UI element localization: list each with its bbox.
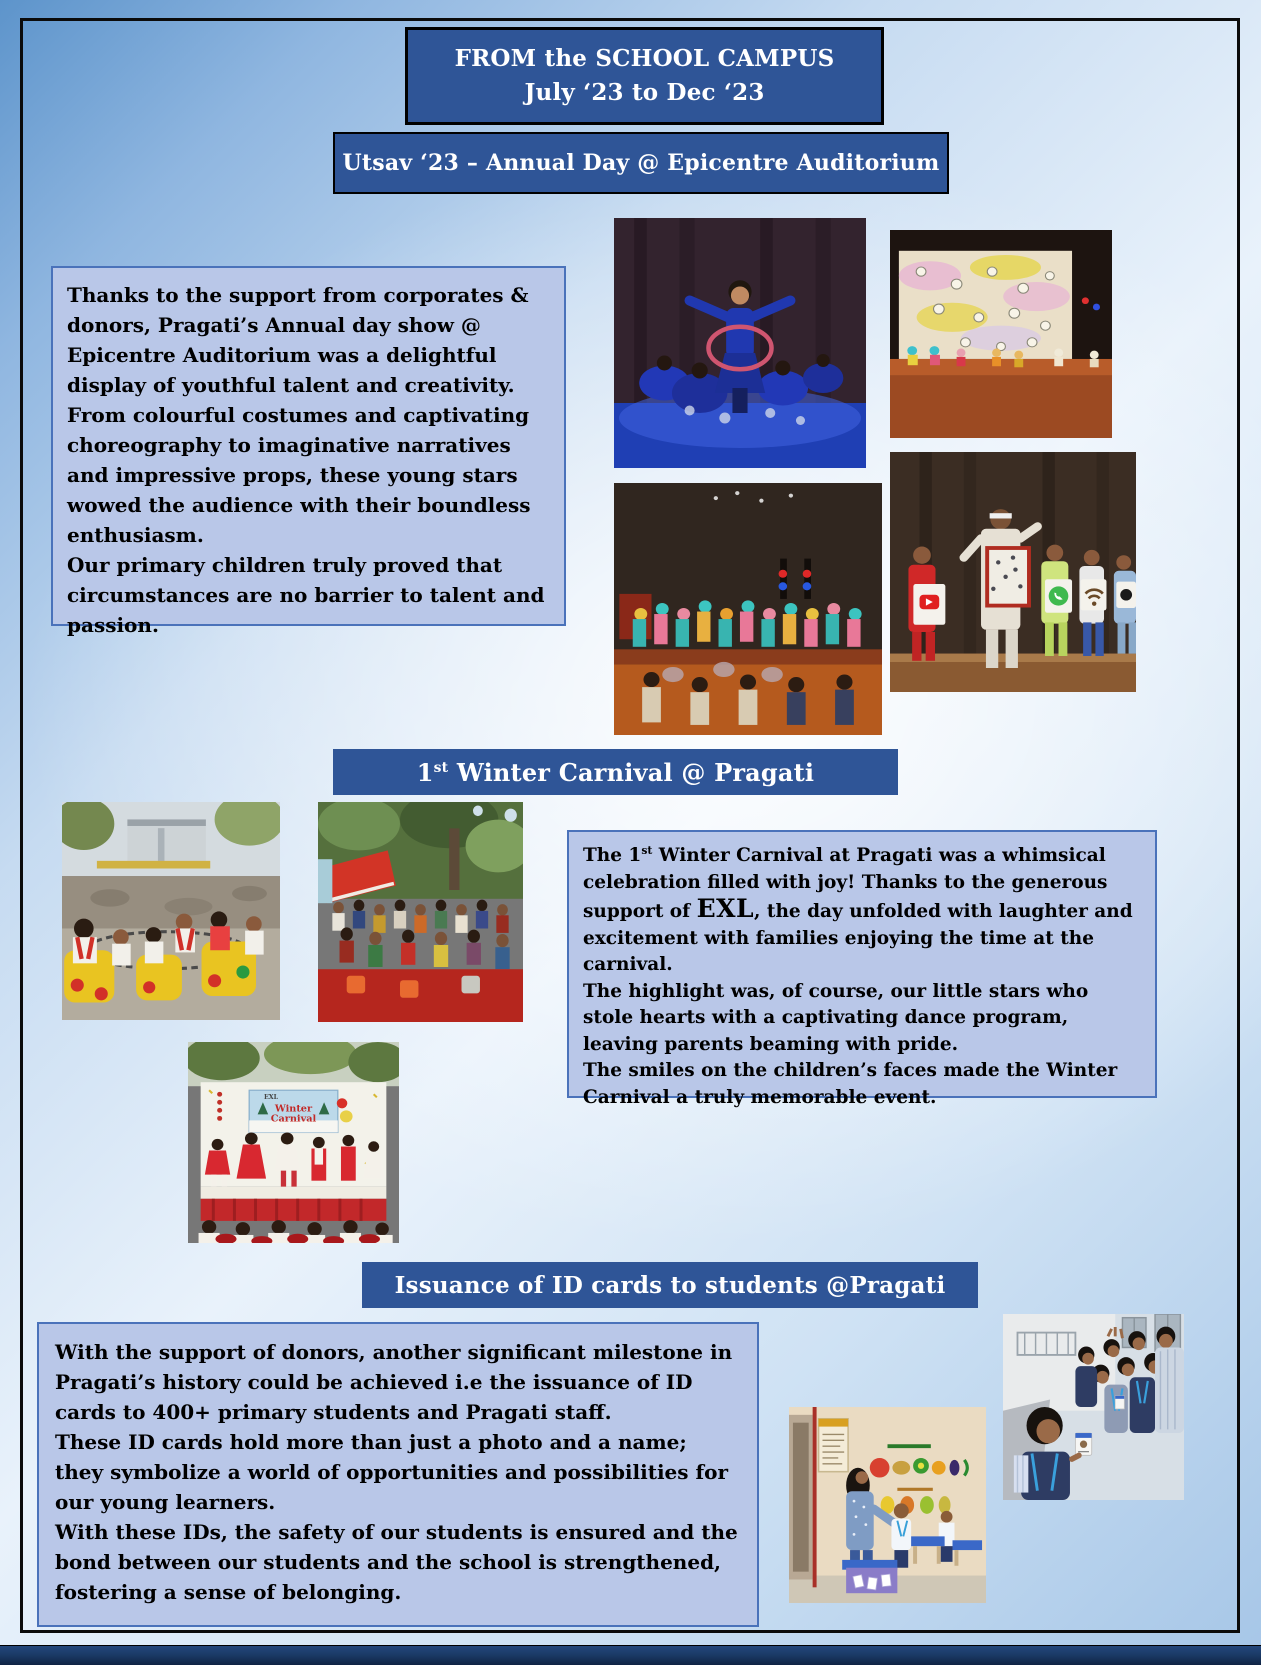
exl-brand-text: EXL bbox=[696, 894, 755, 923]
masthead-line1: FROM the SCHOOL CAMPUS bbox=[454, 45, 835, 72]
winter-paragraph-3: The smiles on the children’s faces made the Winter Carnival a truly memorable event. bbox=[583, 1060, 1118, 1108]
id-paragraph-3: With these IDs, the safety of our students is ensured and the bond between our students and the school is strengthened, fostering a sense of belonging. bbox=[55, 1520, 738, 1604]
id-cards-textbox bbox=[37, 1322, 759, 1627]
winter-carnival-textbox bbox=[567, 830, 1157, 1108]
id-card bbox=[1075, 1433, 1091, 1455]
whatsapp-icon bbox=[1049, 586, 1069, 605]
photo-carnival-ride bbox=[62, 802, 280, 1020]
annual-day-textbox bbox=[51, 266, 566, 637]
winter-title-text: 1st Winter Carnival @ Pragati bbox=[416, 757, 815, 787]
photo-carnival-crowd bbox=[318, 802, 523, 1022]
section-title-annual-day bbox=[333, 132, 949, 194]
masthead-box bbox=[405, 27, 884, 125]
svg-text:EXL: EXL bbox=[263, 1094, 279, 1102]
annual-day-paragraph-3: Our primary children truly proved that circumstances are no barrier to talent and passion. bbox=[67, 553, 545, 637]
annual-day-paragraph-2: From colourful costumes and captivating choreography to imaginative narratives and impressive props, these young stars wowed the audience with their boundless enthusiasm. bbox=[67, 403, 531, 547]
youtube-icon bbox=[920, 595, 940, 609]
section-title-id-cards bbox=[362, 1262, 978, 1308]
photo-id-classroom bbox=[789, 1407, 986, 1603]
photo-annual-day-stage-screen bbox=[890, 230, 1112, 438]
photo-annual-day-group-dance bbox=[614, 483, 882, 735]
student-background bbox=[939, 1511, 955, 1562]
winter-paragraph-1: The 1st Winter Carnival at Pragati was a whimsical celebration filled with joy! Thanks to the generous support of EXL, the day unfolded with laughter and excitement with families enjoying the time at the carnival. bbox=[583, 843, 1133, 975]
masthead-line2: July ‘23 to Dec ‘23 bbox=[524, 79, 765, 106]
winter-paragraph-2: The highlight was, of course, our little stars who stole hearts with a captivating dance program, leaving parents beaming with pride. bbox=[583, 980, 1089, 1055]
svg-text:Winter: Winter bbox=[274, 1103, 313, 1115]
svg-text:Carnival: Carnival bbox=[270, 1113, 317, 1125]
winter-carnival-banner bbox=[249, 1090, 338, 1132]
id-paragraph-1: With the support of donors, another significant milestone in Pragati’s history could be achieved i.e the issuance of ID cards to 400+ primary students and Pragati staff. bbox=[55, 1340, 733, 1424]
section-title-winter-carnival bbox=[333, 749, 898, 795]
photo-id-selfie bbox=[1003, 1314, 1184, 1500]
annual-day-title-text: Utsav ‘23 – Annual Day @ Epicentre Auditorium bbox=[342, 150, 940, 176]
photo-annual-day-blue-dance bbox=[614, 218, 866, 468]
crowd bbox=[332, 900, 509, 970]
id-cards-title-text: Issuance of ID cards to students @Pragati bbox=[394, 1271, 946, 1299]
photo-carnival-stage bbox=[188, 1042, 399, 1243]
photo-annual-day-social-media bbox=[890, 452, 1136, 692]
annual-day-paragraph-1: Thanks to the support from corporates & donors, Pragati’s Annual day show @ Epicentre Auditorium was a delightful display of youthful talent and creativity. bbox=[67, 283, 529, 397]
front-row-children bbox=[199, 1220, 393, 1243]
footer-strip bbox=[0, 1645, 1261, 1665]
student-receiving-id bbox=[891, 1503, 911, 1567]
id-paragraph-2: These ID cards hold more than just a photo and a name; they symbolize a world of opportunities and possibilities for our young learners. bbox=[55, 1430, 728, 1514]
